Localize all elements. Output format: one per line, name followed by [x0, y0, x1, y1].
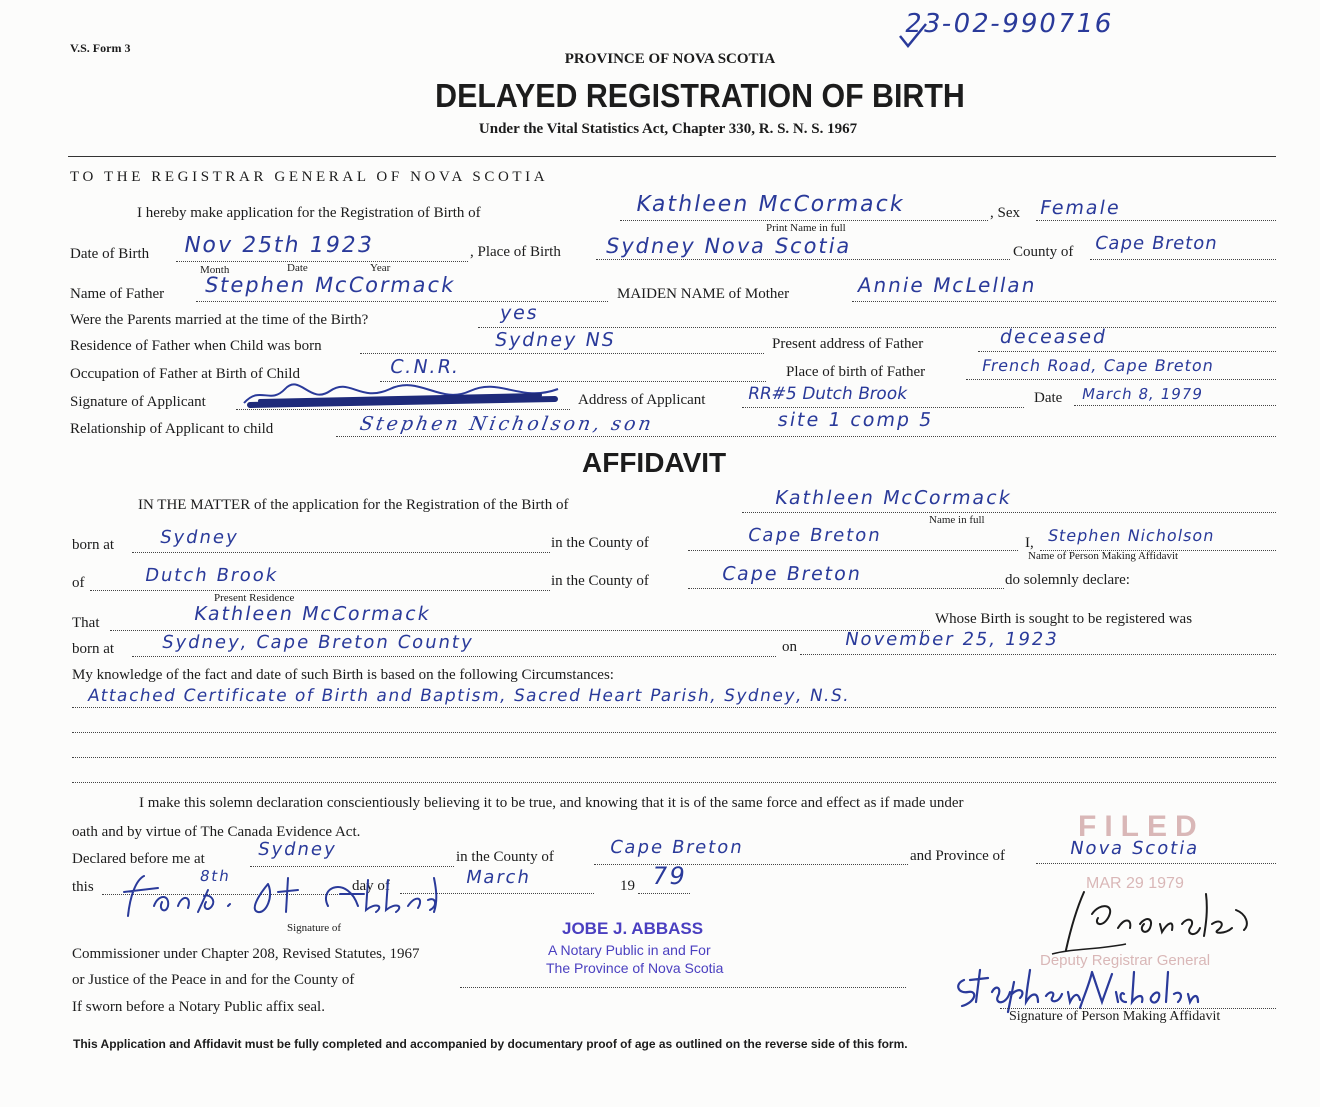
county-label: County of	[1013, 244, 1074, 260]
matter-text: IN THE MATTER of the application for the Registration of the Birth of	[138, 497, 569, 513]
on-label: on	[782, 639, 797, 655]
affiant-value: Stephen Nicholson	[1046, 526, 1217, 545]
occupation-label: Occupation of Father at Birth of Child	[70, 366, 300, 382]
filed-stamp-date: MAR 29 1979	[1086, 875, 1184, 892]
father-value: Stephen McCormack	[202, 273, 458, 297]
county-value: Cape Breton	[1093, 233, 1220, 254]
date-label: Date	[287, 262, 308, 274]
commissioner-signature-icon	[118, 866, 448, 926]
declare-label: do solemnly declare:	[1005, 572, 1130, 588]
declared-place-value: Sydney	[256, 839, 339, 860]
residence-value: Sydney NS	[493, 329, 618, 351]
of-label: of	[72, 575, 85, 591]
date-signed-value: March 8, 1979	[1080, 385, 1205, 403]
dob-label: Date of Birth	[70, 246, 150, 262]
affiant-signature-label: Signature of Person Making Affidavit	[1009, 1009, 1221, 1024]
whose-birth-label: Whose Birth is sought to be registered was	[935, 611, 1193, 627]
mother-value: Annie McLellan	[855, 273, 1039, 297]
month-label: Month	[200, 264, 230, 276]
matter-name-value: Kathleen McCormack	[773, 487, 1014, 509]
notary-stamp-line-2: A Notary Public in and For	[548, 942, 711, 958]
relationship-label: Relationship of Applicant to child	[70, 421, 274, 437]
present-address-value: deceased	[998, 326, 1110, 348]
father-label: Name of Father	[70, 286, 165, 302]
applicant-address-value-2: site 1 comp 5	[776, 409, 936, 431]
relationship-value: Stephen Nicholson, son	[358, 413, 656, 435]
notary-stamp-line-3: The Province of Nova Scotia	[546, 960, 724, 976]
occupation-value: C.N.R.	[388, 356, 463, 378]
affiant-note: Name of Person Making Affidavit	[1028, 550, 1179, 562]
circumstances-value: Attached Certificate of Birth and Baptism, Sacred Heart Parish, Sydney, N.S.	[86, 686, 852, 706]
that-label: That	[72, 615, 100, 631]
declared-label: Declared before me at	[72, 851, 205, 867]
married-value: yes	[498, 302, 541, 324]
page-subtitle: Under the Vital Statistics Act, Chapter 330, R. S. N. S. 1967	[478, 121, 858, 137]
solemn-line-2: oath and by virtue of The Canada Evidence Act.	[72, 824, 361, 840]
applicant-address-label: Address of Applicant	[578, 392, 706, 408]
in-county-label-2: in the County of	[551, 573, 649, 589]
date-signed-label: Date	[1034, 390, 1063, 406]
province-heading: PROVINCE OF NOVA SCOTIA	[564, 51, 776, 67]
sex-value: Female	[1038, 197, 1123, 219]
on-value: November 25, 1923	[843, 629, 1061, 650]
year-label: Year	[370, 262, 391, 274]
residence-note: Present Residence	[214, 592, 295, 604]
province-label: and Province of	[910, 848, 1005, 864]
deputy-registrar-stamp: Deputy Registrar General	[1040, 952, 1211, 969]
county-value-3: Cape Breton	[608, 837, 746, 858]
scribbled-signature-icon	[240, 375, 560, 415]
province-value: Nova Scotia	[1068, 838, 1202, 859]
residence-value-affidavit: Dutch Brook	[143, 565, 281, 586]
justice-line: or Justice of the Peace in and for the County of	[72, 972, 355, 988]
year-prefix: 19	[620, 878, 635, 894]
day-of-label: day of	[352, 878, 390, 894]
born-at-value-2: Sydney, Cape Breton County	[160, 632, 476, 653]
residence-label: Residence of Father when Child was born	[70, 338, 322, 354]
born-at-value: Sydney	[158, 527, 241, 548]
day-value: 8th	[198, 867, 233, 885]
born-at-label: born at	[72, 537, 115, 553]
form-number: V.S. Form 3	[70, 41, 131, 55]
father-birthplace-value: French Road, Cape Breton	[980, 356, 1216, 375]
print-name-note: Print Name in full	[766, 222, 846, 234]
sex-label: , Sex	[990, 205, 1020, 221]
solemn-line-1: I make this solemn declaration conscientiously believing it to be true, and knowing that it is of the same force and effect as if made under	[139, 795, 964, 811]
knowledge-label: My knowledge of the fact and date of such Birth is based on the following Circumstances:	[72, 667, 614, 683]
registrar-signature-icon	[1036, 884, 1276, 964]
father-birthplace-label: Place of birth of Father	[786, 364, 926, 380]
place-of-birth-label: , Place of Birth	[470, 244, 561, 260]
dob-value: Nov 25th 1923	[181, 233, 376, 258]
this-label: this	[72, 879, 94, 895]
commissioner-line: Commissioner under Chapter 208, Revised Statutes, 1967	[72, 946, 420, 962]
name-in-full-note: Name in full	[929, 514, 985, 526]
page-title: DELAYED REGISTRATION OF BIRTH	[435, 77, 965, 114]
that-value: Kathleen McCormack	[192, 603, 433, 625]
married-label: Were the Parents married at the time of the Birth?	[70, 312, 369, 328]
born-at-label-2: born at	[72, 641, 115, 657]
mother-label: MAIDEN NAME of Mother	[617, 286, 790, 302]
notary-stamp-name: JOBE J. ABBASS	[562, 919, 704, 938]
place-of-birth-value: Sydney Nova Scotia	[603, 234, 854, 258]
affidavit-heading: AFFIDAVIT	[582, 447, 727, 478]
intro-text: I hereby make application for the Registration of Birth of	[137, 205, 481, 221]
footer-note: This Application and Affidavit must be fully completed and accompanied by documentary proof of age as outlined on the reverse side of this form.	[73, 1037, 908, 1051]
checkmark-icon	[898, 22, 928, 50]
county-value-2: Cape Breton	[720, 563, 864, 585]
month-value: March	[464, 867, 533, 888]
file-number: 23-02-990716	[902, 9, 1116, 39]
notary-line: If sworn before a Notary Public affix seal.	[72, 999, 325, 1015]
signature-of-note: Signature of	[287, 922, 342, 934]
year-suffix-value: 79	[649, 862, 690, 890]
in-county-label-3: in the County of	[456, 849, 554, 865]
filed-stamp: FILED	[1078, 810, 1205, 843]
child-name-value: Kathleen McCormack	[633, 192, 907, 217]
applicant-address-value: RR#5 Dutch Brook	[746, 384, 909, 404]
i-label: I,	[1025, 535, 1034, 551]
present-address-label: Present address of Father	[772, 336, 924, 352]
header-rule	[68, 156, 1276, 157]
to-registrar-line: TO THE REGISTRAR GENERAL OF NOVA SCOTIA	[70, 169, 549, 185]
in-county-label: in the County of	[551, 535, 649, 551]
signature-label: Signature of Applicant	[70, 394, 206, 410]
county-value-1: Cape Breton	[746, 525, 884, 546]
